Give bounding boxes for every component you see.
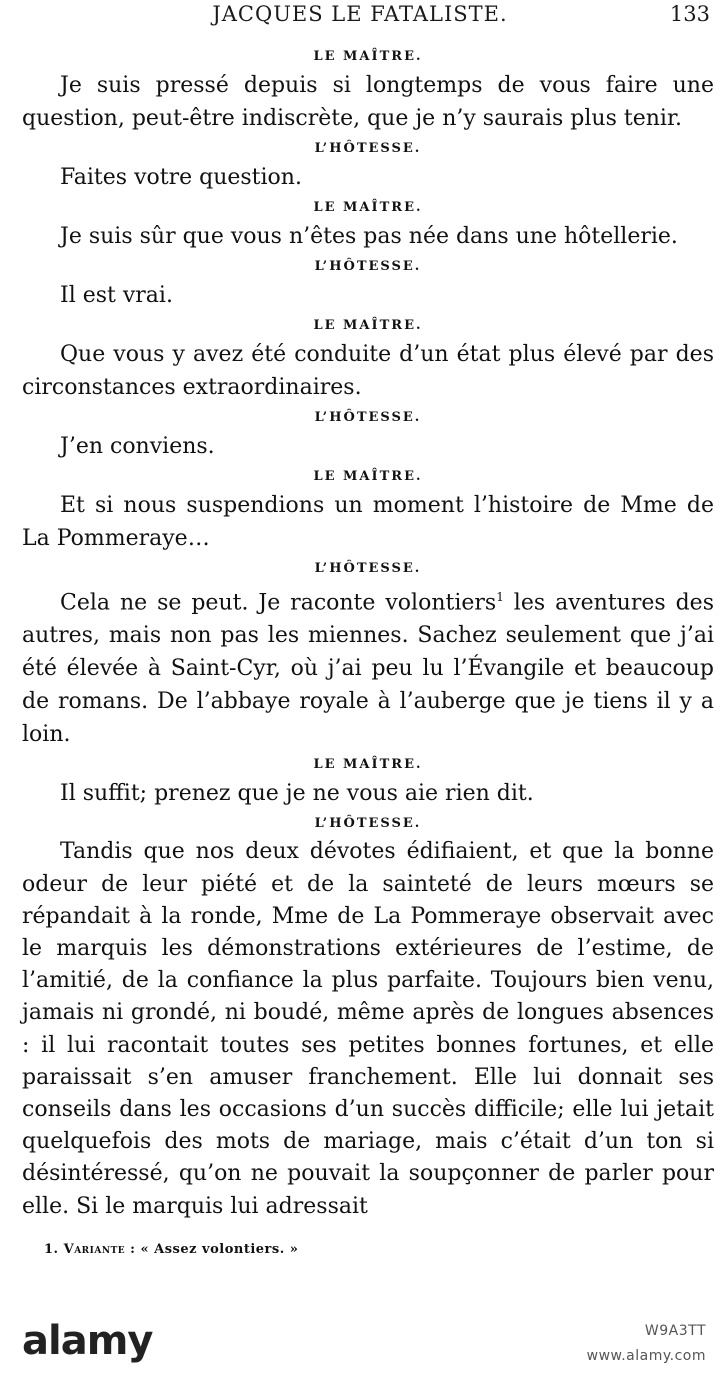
- dialogue-line: Il est vrai.: [60, 283, 173, 308]
- dialogue-line: Faites votre question.: [60, 165, 302, 190]
- speaker-label: LE MAÎTRE.: [313, 469, 423, 484]
- dialogue-line: Je suis pressé depuis si longtemps de vous faire une question, peut-être indiscrète, que je n’y saurais plus tenir.: [22, 73, 714, 131]
- watermark-logo: alamy: [22, 1318, 153, 1364]
- speaker-label: L’HÔTESSE.: [314, 141, 422, 156]
- speaker-label: LE MAÎTRE.: [313, 200, 423, 215]
- footnote-number: 1.: [44, 1242, 59, 1257]
- footnote-label: Variante: [63, 1242, 126, 1257]
- watermark-image-id: W9A3TT: [644, 1323, 706, 1339]
- footnote: [44, 1242, 298, 1257]
- dialogue-text-part: les aventures des autres, mais non pas les miennes. Sachez seulement que j’ai été élevée à Saint-Cyr, où j’ai peu lu l’Évangile et beaucoup de romans. De l’abbaye royale à l’auberge que je tiens il y a loin.: [22, 590, 714, 748]
- speaker-label: L’HÔTESSE.: [314, 561, 422, 576]
- speaker-label: L’HÔTESSE.: [314, 410, 422, 425]
- page-number: 133: [669, 2, 710, 26]
- watermark-url: www.alamy.com: [586, 1348, 706, 1364]
- dialogue-text-part: Cela ne se peut. Je raconte volontiers: [60, 590, 497, 616]
- narrative-paragraph: Tandis que nos deux dévotes édifiaient, et que la bonne odeur de leur piété et de la sainteté de leurs mœurs se répandait à la ronde, Mme de La Pommeraye observait avec le marquis les démonstrations extérieures de l’estime, de l’amitié, de la confiance la plus parfaite. Toujours bien venu, jamais ni grondé, ni boudé, même après de longues absences : il lui racontait toutes ses petites bonnes fortunes, et elle paraissait s’en amuser franchement. Elle lui donnait ses conseils dans les occasions d’un succès difficile; elle lui jetait quelquefois des mots de mariage, mais c’était d’un ton si désintéressé, qu’on ne pouvait la soupçonner de parler pour elle. Si le marquis lui adressait: [22, 839, 714, 1219]
- page-body: [22, 45, 714, 1225]
- dialogue-line: Je suis sûr que vous n’êtes pas née dans une hôtellerie.: [60, 224, 678, 249]
- speaker-label: L’HÔTESSE.: [314, 816, 422, 832]
- footnote-text: : « Assez volontiers. »: [125, 1242, 299, 1257]
- dialogue-line: J’en conviens.: [60, 434, 215, 459]
- running-header-title: JACQUES LE FATALISTE.: [212, 2, 508, 26]
- dialogue-line: [22, 581, 714, 751]
- speaker-label: LE MAÎTRE.: [313, 757, 423, 773]
- dialogue-line: Que vous y avez été conduite d’un état plus élevé par des circonstances extraordinaires.: [22, 342, 714, 400]
- speaker-label: L’HÔTESSE.: [314, 259, 422, 274]
- dialogue-line: Il suffit; prenez que je ne vous aie rien dit.: [60, 781, 534, 807]
- footnote-reference: 1: [496, 590, 504, 604]
- speaker-label: LE MAÎTRE.: [313, 49, 423, 64]
- speaker-label: LE MAÎTRE.: [313, 318, 423, 333]
- dialogue-line: Et si nous suspendions un moment l’histoire de Mme de La Pommeraye…: [22, 493, 714, 551]
